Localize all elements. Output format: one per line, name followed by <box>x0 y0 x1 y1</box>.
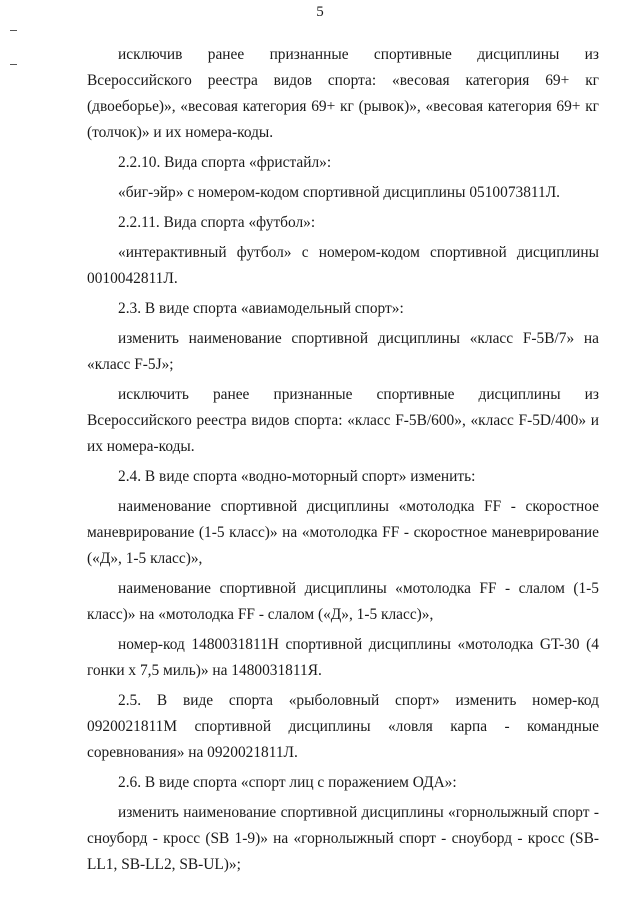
paragraph: 2.3. В виде спорта «авиамодельный спорт»: <box>118 300 404 317</box>
paragraph: наименование спортивной дисциплины «мотолодка FF - слалом (1-5 класс)» на «мотолодка FF - слалом («Д», 1-5 класс)», <box>87 580 599 623</box>
page-number: 5 <box>316 4 324 20</box>
paragraph: наименование спортивной дисциплины «мотолодка FF - скоростное маневрирование (1-5 класс)» на «мотолодка FF - скоростное маневрирование («Д», 1-5 класс)», <box>87 498 599 567</box>
margin-mark <box>10 30 17 31</box>
margin-mark <box>10 64 17 65</box>
paragraph: 2.2.10. Вида спорта «фристайл»: <box>118 154 332 171</box>
paragraph: «интерактивный футбол» с номером-кодом спортивной дисциплины 0010042811Л. <box>87 244 599 287</box>
paragraph: «биг-эйр» с номером-кодом спортивной дисциплины 0510073811Л. <box>118 184 561 201</box>
paragraph: 2.4. В виде спорта «водно-моторный спорт» изменить: <box>118 468 476 485</box>
paragraph: 2.5. В виде спорта «рыболовный спорт» изменить номер-код 0920021811М спортивной дисциплины «ловля карпа - командные соревнования» на 0920021811Л. <box>87 692 599 761</box>
paragraph: 2.2.11. Вида спорта «футбол»: <box>118 214 316 231</box>
paragraph: 2.6. В виде спорта «спорт лиц с поражением ОДА»: <box>118 774 457 791</box>
paragraph: исключить ранее признанные спортивные дисциплины из Всероссийского реестра видов спорта: «класс F-5B/600», «класс F-5D/400» и их номера-коды. <box>87 386 599 455</box>
document-body <box>87 42 599 882</box>
paragraph: номер-код 1480031811Н спортивной дисциплины «мотолодка GT-30 (4 гонки х 7,5 миль)» на 1480031811Я. <box>87 636 599 679</box>
paragraph: изменить наименование спортивной дисциплины «класс F-5B/7» на «класс F-5J»; <box>87 330 599 373</box>
paragraph: изменить наименование спортивной дисциплины «горнолыжный спорт - сноуборд - кросс (SB 1-9)» на «горнолыжный спорт - сноуборд - кросс (SB-LL1, SB-LL2, SB-UL)»; <box>87 804 599 873</box>
paragraph: исключив ранее признанные спортивные дисциплины из Всероссийского реестра видов спорта: «весовая категория 69+ кг (двоеборье)», «весовая категория 69+ кг (рывок)», «весовая категория 69+ кг (толчок)» и их номера-коды. <box>87 46 599 141</box>
